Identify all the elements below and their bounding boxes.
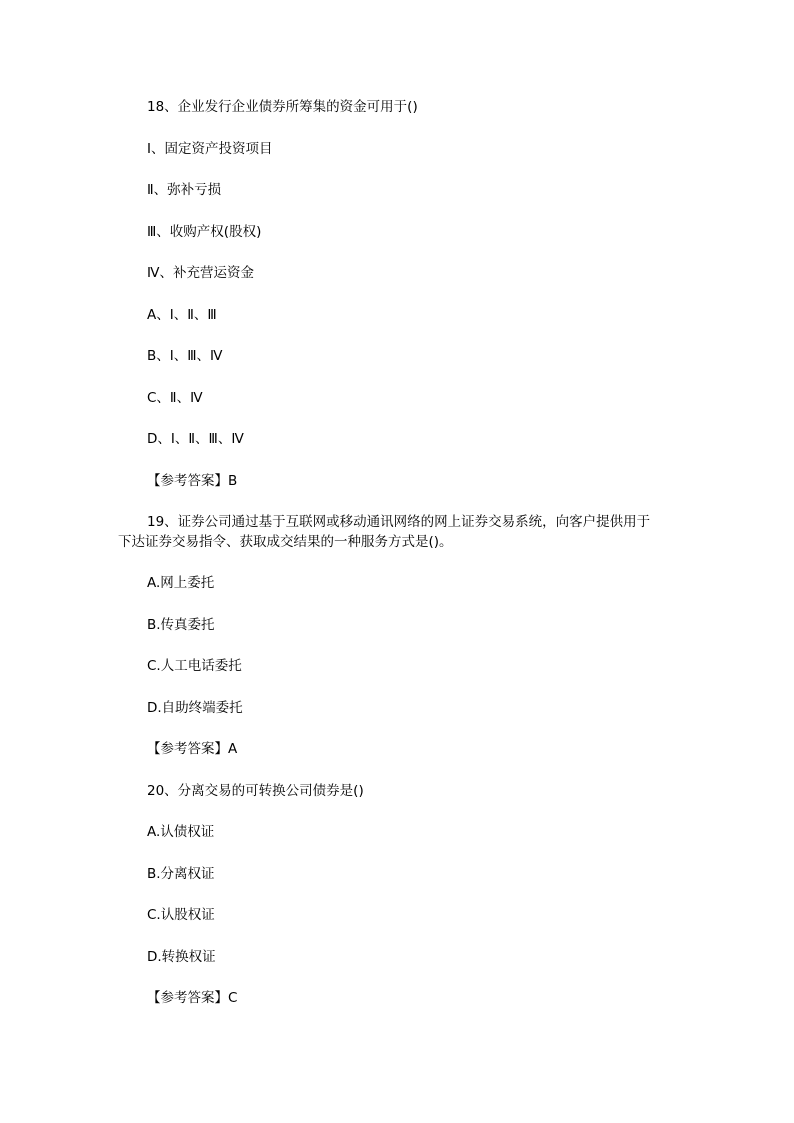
question-18-item: Ⅲ、收购产权(股权) xyxy=(147,223,262,240)
question-20-option-a: A.认债权证 xyxy=(147,824,215,840)
question-18-item: Ⅳ、补充营运资金 xyxy=(147,265,254,281)
question-20-stem: 20、分离交易的可转换公司债券是() xyxy=(147,782,364,799)
question-18-item: Ⅱ、弥补亏损 xyxy=(147,182,222,198)
question-20-option-d: D.转换权证 xyxy=(147,948,216,965)
question-19-stem xyxy=(118,513,658,552)
question-19-option-d: D.自助终端委托 xyxy=(147,699,243,716)
question-19-option-a: A.网上委托 xyxy=(147,575,215,591)
question-19-stem-line1: 19、证券公司通过基于互联网或移动通讯网络的网上证券交易系统，向客户提供用于 xyxy=(147,514,651,530)
question-18-stem: 18、企业发行企业债券所筹集的资金可用于() xyxy=(147,99,418,115)
question-19-answer: 【参考答案】A xyxy=(147,741,238,757)
question-18-option-d: D、Ⅰ、Ⅱ、Ⅲ、Ⅳ xyxy=(147,431,244,447)
question-18-answer: 【参考答案】B xyxy=(147,472,238,489)
question-20-option-b: B.分离权证 xyxy=(147,865,215,882)
question-18-item: Ⅰ、固定资产投资项目 xyxy=(147,140,273,157)
question-19-option-c: C.人工电话委托 xyxy=(147,658,242,674)
question-20-answer: 【参考答案】C xyxy=(147,990,238,1006)
question-18-option-b: B、Ⅰ、Ⅲ、Ⅳ xyxy=(147,348,223,364)
question-18-option-c: C、Ⅱ、Ⅳ xyxy=(147,389,203,406)
question-19-option-b: B.传真委托 xyxy=(147,616,215,633)
question-19-stem-line2: 下达证券交易指令、获取成交结果的一种服务方式是()。 xyxy=(118,533,453,550)
question-18-option-a: A、Ⅰ、Ⅱ、Ⅲ xyxy=(147,306,217,323)
question-20-option-c: C.认股权证 xyxy=(147,907,215,923)
document-page xyxy=(118,98,658,1031)
